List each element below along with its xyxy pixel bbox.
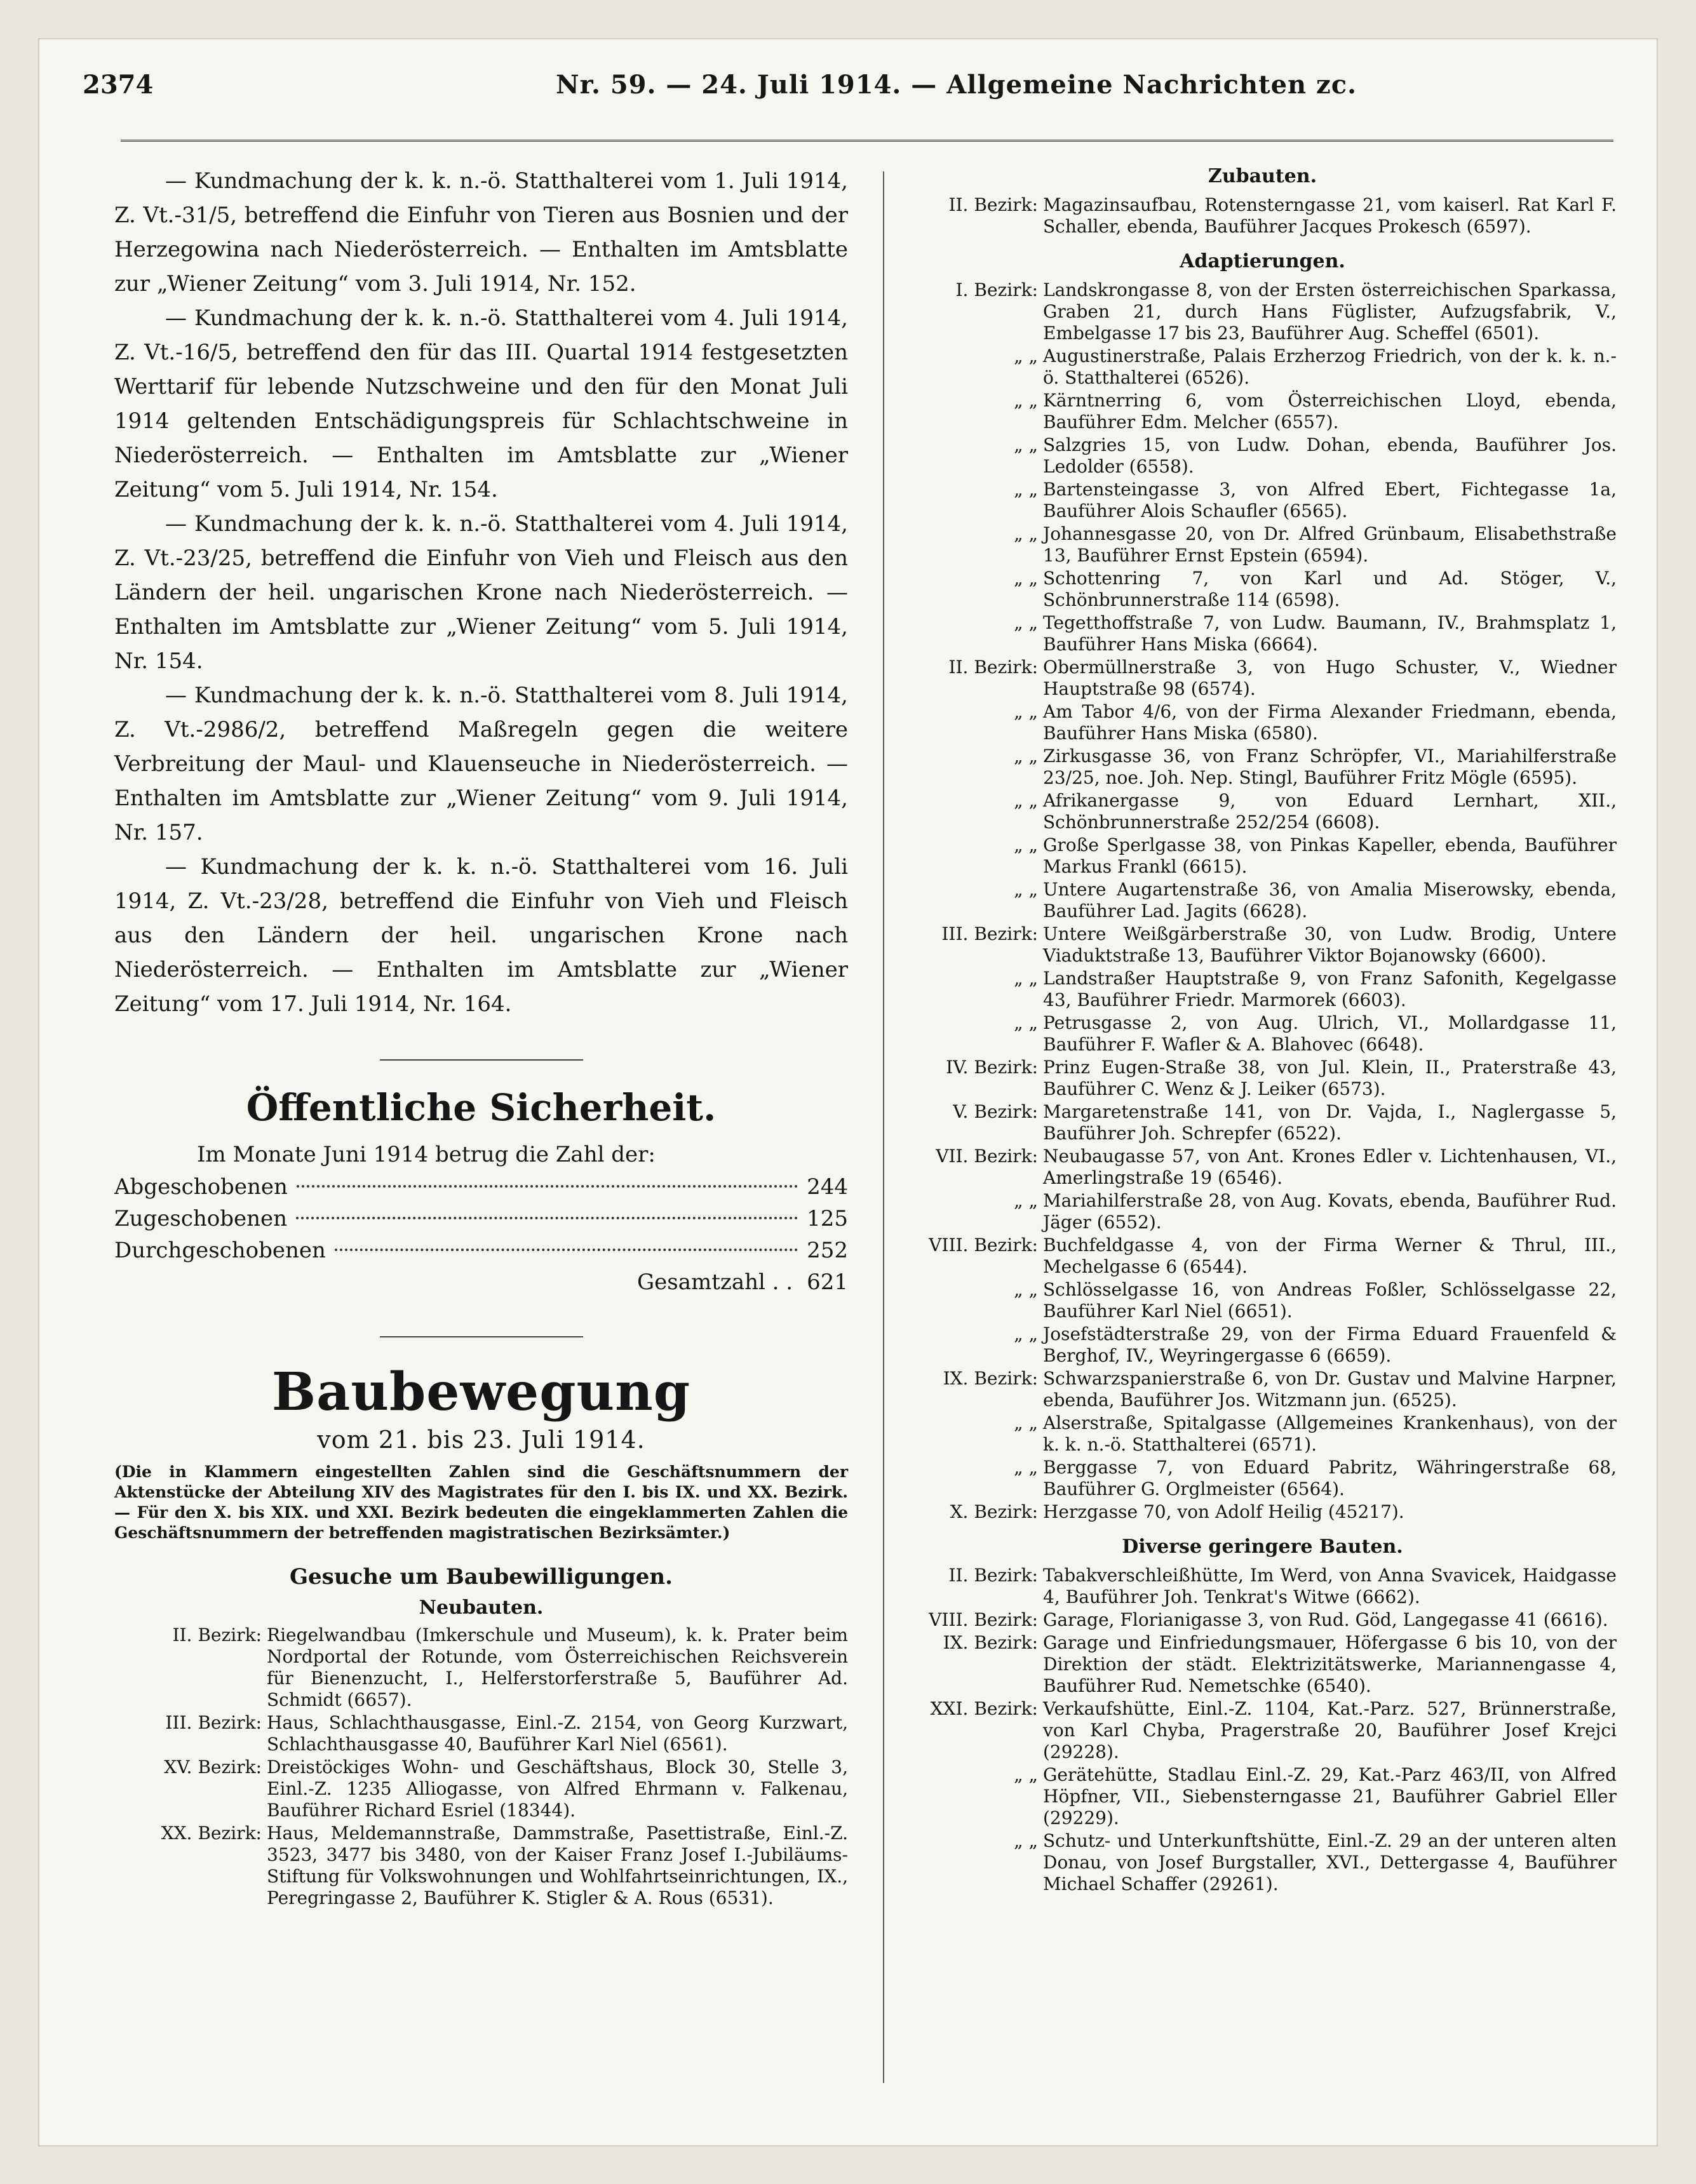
list-item xyxy=(908,523,1617,566)
list-item xyxy=(908,1101,1617,1144)
entry-text: Untere Augartenstraße 36, von Amalia Miserowsky, ebenda, Bauführer Lad. Jagits (6628). xyxy=(1043,879,1617,921)
left-column xyxy=(114,164,848,1910)
list-item xyxy=(908,568,1617,611)
entry-text: Alserstraße, Spitalgasse (Allgemeines Krankenhaus), von der k. k. n.-ö. Statthalterei (6571). xyxy=(1043,1412,1617,1455)
entry-text: Schutz- und Unterkunftshütte, Einl.-Z. 29 an der unteren alten Donau, von Josef Burgstaller, XVI., Dettergasse 4, Bauführer Michael Schaffer (29261). xyxy=(1043,1830,1617,1894)
district-label: „ „ xyxy=(1014,612,1038,633)
district-label: II. Bezirk: xyxy=(948,194,1038,215)
kundmachung-paragraph: — Kundmachung der k. k. n.-ö. Statthalterei vom 16. Juli 1914, Z. Vt.-23/28, betreffend die Einfuhr von Vieh und Fleisch aus den Ländern der heil. ungarischen Krone nach Niederösterreich. — Enthalten im Amtsblatte zur „Wiener Zeitung“ vom 17. Juli 1914, Nr. 164. xyxy=(114,854,848,1017)
entry-text: Schottenring 7, von Karl und Ad. Stöger, V., Schönbrunnerstraße 114 (6598). xyxy=(1043,568,1617,610)
entry-text: Zirkusgasse 36, von Franz Schröpfer, VI., Mariahilferstraße 23/25, noe. Joh. Nep. Stingl, Bauführer Fritz Mögle (6595). xyxy=(1043,746,1617,788)
district-label: „ „ xyxy=(1014,879,1038,900)
section-title-baubewegung: Baubewegung xyxy=(271,1362,691,1423)
district-label: III. Bezirk: xyxy=(165,1712,262,1733)
baubewegung-subtitle: vom 21. bis 23. Juli 1914. xyxy=(317,1426,645,1454)
diverse-list xyxy=(908,1565,1617,1895)
list-item xyxy=(908,1057,1617,1100)
entry-text: Prinz Eugen-Straße 38, von Jul. Klein, II., Praterstraße 43, Bauführer C. Wenz & J. Leiker (6573). xyxy=(1043,1057,1617,1099)
entry-text: Tegetthoffstraße 7, von Ludw. Baumann, IV., Brahmsplatz 1, Bauführer Hans Miska (6664). xyxy=(1043,612,1617,655)
list-item xyxy=(908,1323,1617,1367)
district-label: „ „ xyxy=(1014,523,1038,544)
list-item xyxy=(908,1190,1617,1233)
stat-row xyxy=(114,1171,848,1203)
entry-text: Am Tabor 4/6, von der Firma Alexander Friedmann, ebenda, Bauführer Hans Miska (6580). xyxy=(1043,701,1617,744)
adaptierungen-list xyxy=(908,279,1617,1523)
zubauten-title: Zubauten. xyxy=(1208,165,1317,187)
entry-text: Tabakverschleißhütte, Im Werd, von Anna Svavicek, Haidgasse 4, Bauführer Joh. Tenkrat's Witwe (6662). xyxy=(1043,1565,1617,1607)
entry-text: Salzgries 15, von Ludw. Dohan, ebenda, Bauführer Jos. Ledolder (6558). xyxy=(1043,434,1617,477)
stat-total-row xyxy=(114,1266,848,1298)
kundmachung-paragraph: — Kundmachung der k. k. n.-ö. Statthalterei vom 1. Juli 1914, Z. Vt.-31/5, betreffend die Einfuhr von Tieren aus Bosnien und der Herzegowina nach Niederösterreich. — Enthalten im Amtsblatte zur „Wiener Zeitung“ vom 3. Juli 1914, Nr. 152. xyxy=(114,168,848,297)
district-label: I. Bezirk: xyxy=(955,279,1038,300)
section-separator xyxy=(380,1336,583,1337)
district-label: „ „ xyxy=(1014,1012,1038,1033)
stat-value: 252 xyxy=(807,1238,848,1263)
kundmachung-paragraph: — Kundmachung der k. k. n.-ö. Statthalterei vom 8. Juli 1914, Z. Vt.-2986/2, betreffend Maßregeln gegen die weitere Verbreitung der Maul- und Klauenseuche in Niederösterreich. — Enthalten im Amtsblatte zur „Wiener Zeitung“ vom 9. Juli 1914, Nr. 157. xyxy=(114,683,848,845)
kundmachung-paragraph: — Kundmachung der k. k. n.-ö. Statthalterei vom 4. Juli 1914, Z. Vt.-23/25, betreffend die Einfuhr von Vieh und Fleisch aus den Ländern der heil. ungarischen Krone nach Niederösterreich. — Enthalten im Amtsblatte zur „Wiener Zeitung“ vom 5. Juli 1914, Nr. 154. xyxy=(114,511,848,674)
right-column xyxy=(908,164,1617,1896)
adaptierungen-title: Adaptierungen. xyxy=(1180,250,1345,272)
stat-row xyxy=(114,1235,848,1266)
entry-text: Landstraßer Hauptstraße 9, von Franz Safonith, Kegelgasse 43, Bauführer Friedr. Marmorek (6603). xyxy=(1043,968,1617,1010)
district-label: V. Bezirk: xyxy=(953,1101,1038,1122)
entry-text: Berggasse 7, von Eduard Pabritz, Währingerstraße 68, Bauführer G. Orglmeister (6564). xyxy=(1043,1457,1617,1499)
entry-text: Josefstädterstraße 29, von der Firma Eduard Frauenfeld & Berghof, IV., Weyringergasse 6 (6659). xyxy=(1043,1323,1617,1366)
entry-text: Große Sperlgasse 38, von Pinkas Kapeller, ebenda, Bauführer Markus Frankl (6615). xyxy=(1043,834,1617,877)
district-label: „ „ xyxy=(1014,968,1038,989)
district-label: „ „ xyxy=(1014,1323,1038,1344)
baubewegung-note: (Die in Klammern eingestellten Zahlen sind die Geschäftsnummern der Aktenstücke der Abteilung XIV des Magistrates für den I. bis IX. und XX. Bezirk. — Für den X. bis XIX. und XXI. Bezirk bedeuten die eingeklammerten Zahlen die Geschäftsnummern der betreffenden magistratischen Bezirksämter.) xyxy=(114,1463,848,1542)
entry-text: Afrikanergasse 9, von Eduard Lernhart, XII., Schönbrunnerstraße 252/254 (6608). xyxy=(1043,790,1617,833)
list-item xyxy=(908,1012,1617,1055)
section-separator xyxy=(380,1059,583,1061)
district-label: IV. Bezirk: xyxy=(946,1057,1038,1078)
list-item xyxy=(908,657,1617,700)
list-item xyxy=(908,390,1617,433)
list-item xyxy=(908,1235,1617,1278)
list-item xyxy=(908,1632,1617,1697)
list-item xyxy=(908,1279,1617,1322)
entry-text: Schwarzspanierstraße 6, von Dr. Gustav und Malvine Harpner, ebenda, Bauführer Jos. Witzmann jun. (6525). xyxy=(1043,1368,1617,1410)
district-label: II. Bezirk: xyxy=(948,657,1038,678)
list-item xyxy=(908,790,1617,833)
column-divider xyxy=(883,171,884,2083)
district-label: IX. Bezirk: xyxy=(943,1632,1038,1653)
entry-text: Schlösselgasse 16, von Andreas Foßler, Schlösselgasse 22, Bauführer Karl Niel (6651). xyxy=(1043,1279,1617,1322)
section-title-sicherheit: Öffentliche Sicherheit. xyxy=(246,1086,717,1129)
diverse-title: Diverse geringere Bauten. xyxy=(1122,1536,1403,1558)
sicherheit-intro: Im Monate Juni 1914 betrug die Zahl der: xyxy=(197,1142,656,1167)
list-item xyxy=(908,612,1617,655)
entry-text: Verkaufshütte, Einl.-Z. 1104, Kat.-Parz. 527, Brünnerstraße, von Karl Chyba, Pragerstraße 20, Bauführer Josef Krejci (29228). xyxy=(1043,1698,1617,1762)
list-item xyxy=(908,1609,1617,1631)
entry-text: Gerätehütte, Stadlau Einl.-Z. 29, Kat.-Parz 463/II, von Alfred Höpfner, VII., Siebensterngasse 21, Bauführer Gabriel Eller (29229). xyxy=(1043,1764,1617,1828)
entry-text: Obermüllnerstraße 3, von Hugo Schuster, V., Wiedner Hauptstraße 98 (6574). xyxy=(1043,657,1617,699)
district-label: XV. Bezirk: xyxy=(164,1757,262,1778)
entry-text: Neubaugasse 57, von Ant. Krones Edler v. Lichtenhausen, VI., Amerlingstraße 19 (6546). xyxy=(1043,1146,1617,1188)
district-label: „ „ xyxy=(1014,1190,1038,1211)
district-label: „ „ xyxy=(1014,746,1038,767)
entry-text: Mariahilferstraße 28, von Aug. Kovats, ebenda, Bauführer Rud. Jäger (6552). xyxy=(1043,1190,1617,1233)
list-item xyxy=(908,345,1617,389)
list-item xyxy=(908,1698,1617,1763)
entry-text: Landskrongasse 8, von der Ersten österreichischen Sparkassa, Graben 21, durch Hans Füglister, Aufzugsfabrik, V., Embelgasse 17 bis 23, Bauführer Aug. Scheffel (6501). xyxy=(1043,279,1617,344)
district-label: „ „ xyxy=(1014,701,1038,722)
list-item xyxy=(908,746,1617,789)
entry-text: Margaretenstraße 141, von Dr. Vajda, I., Naglergasse 5, Bauführer Joh. Schrepfer (6522). xyxy=(1043,1101,1617,1144)
district-label: „ „ xyxy=(1014,434,1038,455)
entry-text: Haus, Meldemannstraße, Dammstraße, Pasettistraße, Einl.-Z. 3523, 3477 bis 3480, von der Kaiser Franz Josef I.-Jubiläums-Stiftung für Volkswohnungen und Wohlfahrtseinrichtungen, IX., Peregringasse 2, Bauführer K. Stigler & A. Rous (6531). xyxy=(267,1823,848,1908)
district-label: VIII. Bezirk: xyxy=(929,1235,1038,1256)
entry-text: Haus, Schlachthausgasse, Einl.-Z. 2154, von Georg Kurzwart, Schlachthausgasse 40, Bauführer Karl Niel (6561). xyxy=(267,1712,848,1755)
stat-total-label: Gesamtzahl . . xyxy=(637,1270,793,1295)
stat-label: Zugeschobenen xyxy=(114,1206,288,1231)
district-label: VIII. Bezirk: xyxy=(929,1609,1038,1630)
header-rule xyxy=(121,140,1613,142)
district-label: „ „ xyxy=(1014,345,1038,366)
list-item xyxy=(114,1823,848,1909)
district-label: „ „ xyxy=(1014,1412,1038,1433)
gesuche-title: Gesuche um Baubewilligungen. xyxy=(290,1564,673,1590)
stat-total-value: 621 xyxy=(807,1270,848,1295)
list-item xyxy=(908,834,1617,878)
leader-dots xyxy=(297,1185,798,1188)
list-item xyxy=(908,1368,1617,1411)
page-number: 2374 xyxy=(83,70,154,100)
list-item xyxy=(908,1501,1617,1523)
entry-text: Bartensteingasse 3, von Alfred Ebert, Fichtegasse 1a, Bauführer Alois Schaufler (6565). xyxy=(1043,479,1617,521)
district-label: II. Bezirk: xyxy=(948,1565,1038,1586)
stat-row xyxy=(114,1203,848,1235)
district-label: „ „ xyxy=(1014,568,1038,589)
list-item xyxy=(114,1712,848,1755)
list-item xyxy=(908,879,1617,922)
entry-text: Johannesgasse 20, von Dr. Alfred Grünbaum, Elisabethstraße 13, Bauführer Ernst Epstein (6594). xyxy=(1043,523,1617,566)
district-label: X. Bezirk: xyxy=(950,1501,1038,1522)
district-label: XXI. Bezirk: xyxy=(930,1698,1038,1719)
district-label: III. Bezirk: xyxy=(941,923,1038,944)
district-label: VII. Bezirk: xyxy=(936,1146,1038,1167)
leader-dots xyxy=(335,1249,798,1251)
entry-text: Magazinsaufbau, Rotensterngasse 21, vom kaiserl. Rat Karl F. Schaller, ebenda, Bauführer Jacques Prokesch (6597). xyxy=(1043,194,1617,237)
list-item xyxy=(908,1830,1617,1895)
district-label: „ „ xyxy=(1014,390,1038,411)
district-label: XX. Bezirk: xyxy=(161,1823,262,1844)
district-label: „ „ xyxy=(1014,834,1038,855)
district-label: „ „ xyxy=(1014,1279,1038,1300)
entry-text: Riegelwandbau (Imkerschule und Museum), k. k. Prater beim Nordportal der Rotunde, vom Österreichischen Reichsverein für Bienenzucht, I., Helferstorferstraße 5, Bauführer Ad. Schmidt (6657). xyxy=(267,1625,848,1710)
list-item xyxy=(908,479,1617,522)
list-item xyxy=(114,1625,848,1711)
list-item xyxy=(908,194,1617,238)
district-label: „ „ xyxy=(1014,1830,1038,1851)
list-item xyxy=(908,279,1617,344)
leader-dots xyxy=(296,1217,798,1219)
list-item xyxy=(114,1757,848,1821)
entry-text: Augustinerstraße, Palais Erzherzog Friedrich, von der k. k. n.-ö. Statthalterei (6526). xyxy=(1043,345,1617,388)
list-item xyxy=(908,1457,1617,1500)
entry-text: Buchfeldgasse 4, von der Firma Werner & Thrul, III., Mechelgasse 6 (6544). xyxy=(1043,1235,1617,1277)
entry-text: Kärntnerring 6, vom Österreichischen Lloyd, ebenda, Bauführer Edm. Melcher (6557). xyxy=(1043,390,1617,432)
district-label: IX. Bezirk: xyxy=(943,1368,1038,1389)
entry-text: Garage, Florianigasse 3, von Rud. Göd, Langegasse 41 (6616). xyxy=(1043,1609,1608,1630)
list-item xyxy=(908,1764,1617,1829)
district-label: „ „ xyxy=(1014,479,1038,500)
district-label: „ „ xyxy=(1014,1764,1038,1785)
stat-value: 244 xyxy=(807,1174,848,1200)
entry-text: Petrusgasse 2, von Aug. Ulrich, VI., Mollardgasse 11, Bauführer F. Wafler & A. Blahovec (6648). xyxy=(1043,1012,1617,1055)
district-label: „ „ xyxy=(1014,790,1038,811)
kundmachung-paragraph: — Kundmachung der k. k. n.-ö. Statthalterei vom 4. Juli 1914, Z. Vt.-16/5, betreffend den für das III. Quartal 1914 festgesetzten Werttarif für lebende Nutzschweine und den für den Monat Juli 1914 geltenden Entschädigungspreis für Schlachtschweine in Niederösterreich. — Enthalten im Amtsblatte zur „Wiener Zeitung“ vom 5. Juli 1914, Nr. 154. xyxy=(114,305,848,502)
stat-label: Durchgeschobenen xyxy=(114,1238,326,1263)
list-item xyxy=(908,701,1617,744)
stat-label: Abgeschobenen xyxy=(114,1174,288,1200)
list-item xyxy=(908,968,1617,1011)
list-item xyxy=(908,1565,1617,1608)
district-label: II. Bezirk: xyxy=(172,1625,262,1645)
district-label: „ „ xyxy=(1014,1457,1038,1478)
page-header-title: Nr. 59. — 24. Juli 1914. — Allgemeine Nachrichten zc. xyxy=(556,70,1357,100)
list-item xyxy=(908,923,1617,967)
list-item xyxy=(908,1146,1617,1189)
stat-value: 125 xyxy=(807,1206,848,1231)
entry-text: Dreistöckiges Wohn- und Geschäftshaus, Block 30, Stelle 3, Einl.-Z. 1235 Alliogasse, von Alfred Ehrmann v. Falkenau, Bauführer Richard Esriel (18344). xyxy=(267,1757,848,1821)
entry-text: Herzgasse 70, von Adolf Heilig (45217). xyxy=(1043,1501,1404,1522)
list-item xyxy=(908,434,1617,478)
list-item xyxy=(908,1412,1617,1456)
entry-text: Untere Weißgärberstraße 30, von Ludw. Brodig, Untere Viaduktstraße 13, Bauführer Viktor Bojanowsky (6600). xyxy=(1043,923,1617,966)
entry-text: Garage und Einfriedungsmauer, Höfergasse 6 bis 10, von der Direktion der städt. Elektrizitätswerke, Mariannengasse 4, Bauführer Rud. Nemetschke (6540). xyxy=(1043,1632,1617,1696)
neubauten-title: Neubauten. xyxy=(419,1597,544,1619)
